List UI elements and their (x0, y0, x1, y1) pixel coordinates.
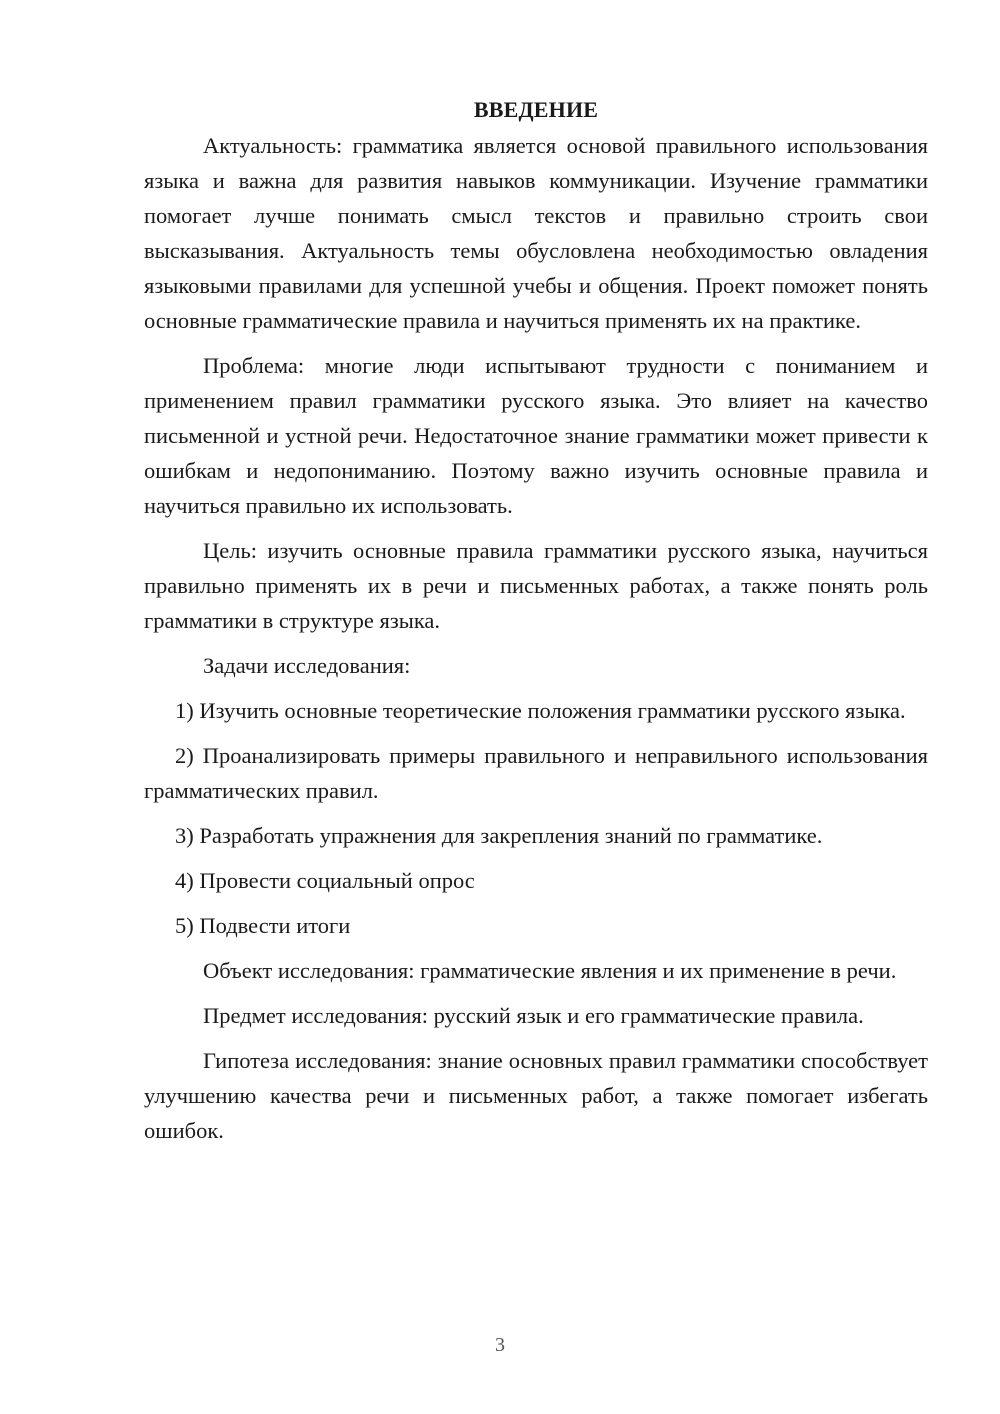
task-item-1: 1) Изучить основные теоретические положения грамматики русского языка. (175, 698, 906, 723)
tasks-heading: Задачи исследования: (203, 653, 411, 678)
paragraph-hypothesis: Гипотеза исследования: знание основных правил грамматики способствует улучшению качества речи и письменных работ, а также помогает избегать ошибок. (144, 1048, 928, 1143)
paragraph-object: Объект исследования: грамматические явления и их применение в речи. (203, 958, 897, 983)
paragraph-relevance: Актуальность: грамматика является основой правильного использования языка и важна для развития навыков коммуникации. Изучение грамматики помогает лучше понимать смысл текстов и правильно строить свои высказывания. Актуальность темы обусловлена необходимостью овладения языковыми правилами для успешной учебы и общения. Проект поможет понять основные грамматические правила и научиться применять их на практике. (144, 133, 928, 333)
page-number: 3 (495, 1334, 505, 1356)
section-title: ВВЕДЕНИЕ (473, 97, 599, 122)
task-item-3: 3) Разработать упражнения для закрепления знаний по грамматике. (175, 823, 823, 848)
task-item-5: 5) Подвести итоги (175, 913, 351, 938)
task-item-2: 2) Проанализировать примеры правильного и неправильного использования грамматических правил. (144, 743, 928, 803)
document-page (144, 92, 928, 1158)
paragraph-goal: Цель: изучить основные правила грамматики русского языка, научиться правильно применять их в речи и письменных работах, а также понять роль грамматики в структуре языка. (144, 538, 928, 633)
paragraph-problem: Проблема: многие люди испытывают трудности с пониманием и применением правил грамматики русского языка. Это влияет на качество письменной и устной речи. Недостаточное знание грамматики может привести к ошибкам и недопониманию. Поэтому важно изучить основные правила и научиться правильно их использовать. (144, 353, 928, 518)
paragraph-subject: Предмет исследования: русский язык и его грамматические правила. (203, 1003, 864, 1028)
task-item-4: 4) Провести социальный опрос (175, 868, 475, 893)
